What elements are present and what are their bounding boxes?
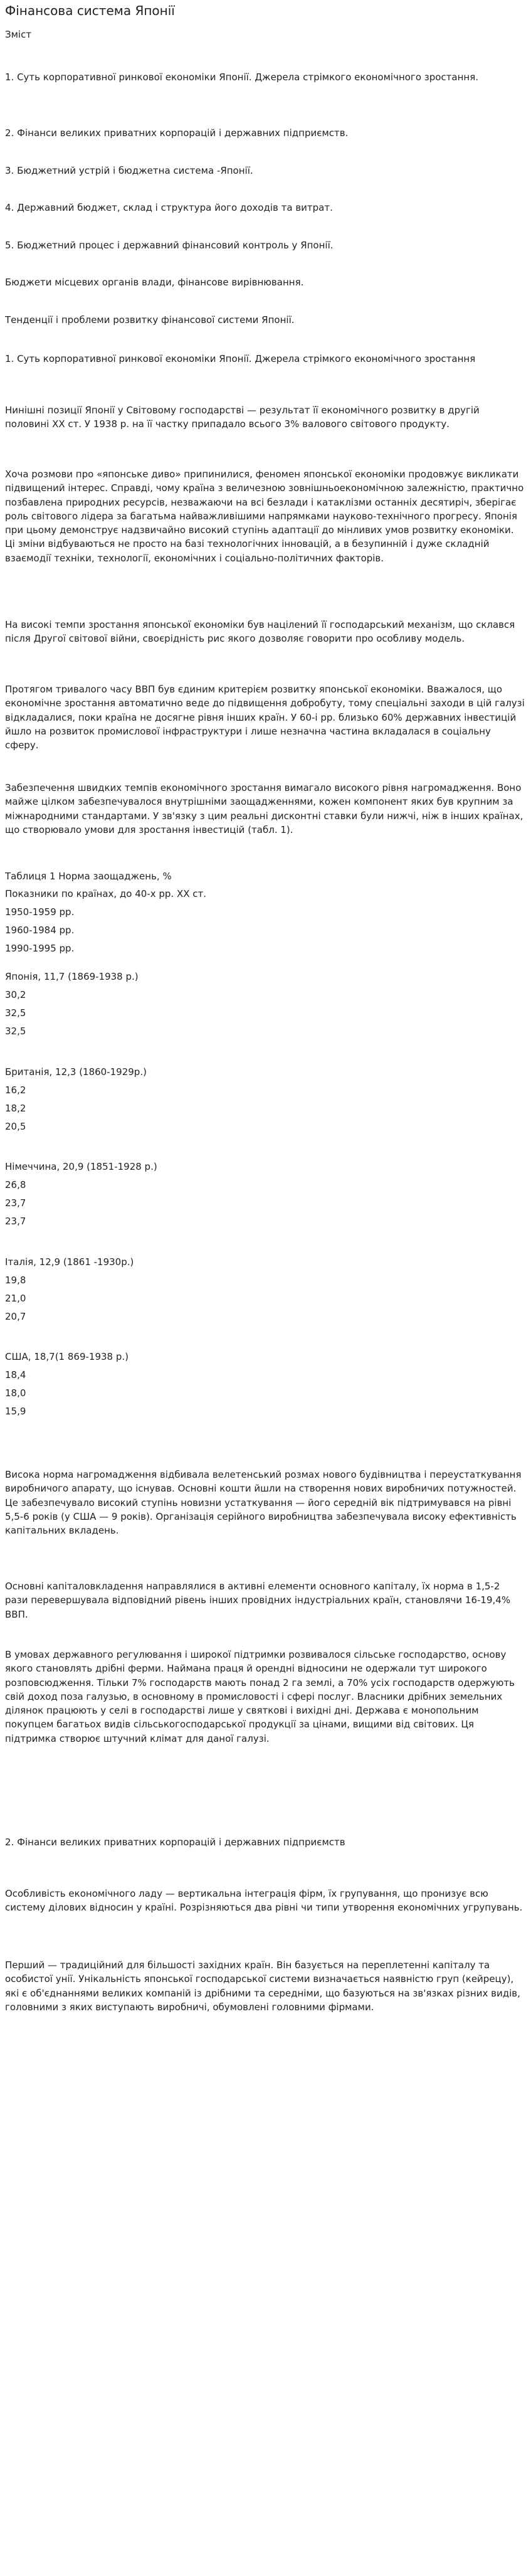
table-value: 16,2 (5, 1084, 26, 1096)
paragraph: Перший — традиційний для більшості західних країн. Він базується на переплетенні капіталу та особистої унії. Унікальність японської господарської системи визначається наявністю груп (кейрецу), які є об'єднаннями великих компаній із дрібними та середніми, що базуються на зв'язках різних видів, головними з яких виступають виробничі, обумовлені головними фірмами. (5, 1959, 520, 2013)
table-value: 20,7 (5, 1311, 26, 1322)
paragraph: В умовах державного регулювання і широкої підтримки розвивалося сільське господарство, основу якого становлять дрібні ферми. Наймана праця й орендні відносини не одержали тут широкого розповсюдження. Тільки 7% господарств мають понад 2 га землі, а 70% усіх господарств одержують свій доход поза галузью, в основному в промисловості і сфері послуг. Власники дрібних земельних ділянок працюють у селі в господарстві лише у святкові і вихідні дні. Держава є монопольним покупцем багатьох видів сільськогосподарської продукції за цінами, вищими від світових. Ця підтримка створює штучний клімат для даної галузі. (5, 1649, 515, 1744)
table-country: Японія, 11,7 (1869-1938 р.) (5, 971, 139, 982)
toc-item-4[interactable]: 4. Державний бюджет, склад і структура його доходів та витрат. (5, 202, 333, 213)
toc-item-6[interactable]: Бюджети місцевих органів влади, фінансове вирівнювання. (5, 277, 304, 288)
table-value: 32,5 (5, 1007, 26, 1019)
table-country: Британія, 12,3 (1860-1929р.) (5, 1066, 147, 1078)
table-caption: Таблиця 1 Норма заощаджень, % (5, 871, 172, 882)
table-country: Німеччина, 20,9 (1851-1928 р.) (5, 1161, 157, 1172)
toc-item-7[interactable]: Тенденції і проблеми розвитку фінансової системи Японії. (5, 314, 295, 326)
table-value: 32,5 (5, 1026, 26, 1037)
table-value: 18,2 (5, 1103, 26, 1114)
section1-heading: 1. Суть корпоративної ринкової економіки Японії. Джерела стрімкого економічного зростання (5, 353, 476, 364)
table-value: 19,8 (5, 1275, 26, 1286)
table-value: 26,8 (5, 1179, 26, 1190)
table-country: США, 18,7(1 869-1938 р.) (5, 1351, 129, 1362)
table-value: 20,5 (5, 1121, 26, 1132)
table-value: 23,7 (5, 1216, 26, 1227)
table-period: 1960-1984 рр. (5, 925, 75, 936)
paragraph: Особливість економічного ладу — вертикальна інтеграція фірм, їх групування, що пронизує всю систему ділових відносин у країні. Розрізняються два рівні чи типи утворення економічних угрупувань. (5, 1888, 523, 1914)
toc-item-2[interactable]: 2. Фінанси великих приватних корпорацій і державних підприємств. (5, 127, 349, 139)
section2-heading: 2. Фінанси великих приватних корпорацій і державних підприємств (5, 1837, 345, 1848)
paragraph: На високі темпи зростання японської економіки був націлений її господарський механізм, що склався після Другої світової війни, своєрідність рис якого дозволяє говорити про особливу модель. (5, 619, 515, 645)
toc-item-5[interactable]: 5. Бюджетний процес і державний фінансовий контроль у Японії. (5, 240, 334, 251)
page-title: Фінансова система Японії (5, 3, 175, 18)
paragraph: Нинішні позиції Японії у Світовому господарстві — результат її економічного розвитку в другій половині XX ст. У 1938 р. на її частку припадало всього 3% валового світового продукту. (5, 405, 480, 430)
table-value: 15,9 (5, 1406, 26, 1417)
toc-item-3[interactable]: 3. Бюджетний устрій і бюджетна система -Японії. (5, 165, 253, 176)
table-value: 18,4 (5, 1369, 26, 1381)
toc-heading: Зміст (5, 29, 32, 40)
paragraph: Основні капіталовкладення направлялися в активні елементи основного капіталу, їх норма в 1,5-2 рази перевершувала відповідний рівень інших провідних індустріальних країн, становлячи 16-19,4% ВВП. (5, 1581, 511, 1620)
paragraph: Протягом тривалого часу ВВП був єдиним критерієм розвитку японської економіки. Вважалося, що економічне зростання автоматично веде до підвищення добробуту, тому спеціальні заходи в цій галузі відкладалися, поки країна не досягне рівня інших країн. У 60-і рр. близько 60% державних інвестицій йшло на розвиток промислової інфраструктури і лише незначна частина вкладалася в соціальну сферу. (5, 684, 525, 751)
table-value: 18,0 (5, 1387, 26, 1399)
table-value: 30,2 (5, 989, 26, 1000)
table-period: 1950-1959 рр. (5, 906, 75, 918)
toc-item-1[interactable]: 1. Суть корпоративної ринкової економіки Японії. Джерела стрімкого економічного зростання. (5, 72, 479, 83)
paragraph: Висока норма нагромадження відбивала велетенський розмах нового будівництва і переустаткування виробничого апарату, що існував. Основні кошти йшли на створення нових виробничих потужностей. Це забезпечувало високий ступінь новизни устаткування — його середній вік підтримувався на рівні 5,5-6 років (у США — 9 років). Організація серійного виробництва забезпечувала високу ефективність капітальних вкладень. (5, 1469, 522, 1537)
table-value: 21,0 (5, 1293, 26, 1304)
table-header: Показники по країнах, до 40-х рр. XX ст. (5, 888, 207, 899)
paragraph: Забезпечення швидких темпів економічного зростання вимагало високого рівня нагромадження. Воно майже цілком забезпечувалося внутрішніми заощадженнями, кожен компонент яких був крупним за міжнародними стандартами. У зв'язку з цим реальні дисконтні ставки були нижчі, ніж в інших країнах, що створювало умови для зростання інвестицій (табл. 1). (5, 782, 523, 835)
paragraph: Хоча розмови про «японське диво» припинилися, феномен японської економіки продовжує викликати підвищений інтерес. Справді, чому країна з величезною зовнішньоекономічною залежністю, практично позбавлена природних ресурсів, незважаючи на всі безлади і катаклізми останніх десятиріч, зберігає роль світового лідера за багатьма найважливішими напрямками науково-технічного прогресу. Японія при цьому демонструє надзвичайно високий ступінь адаптації до мінливих умов розвитку економіки. Ці зміни відбуваються не просто на базі технологічних інновацій, а в безупинній і дуже складній взаємодії техніки, технології, економічних і соціально-політичних факторів. (5, 469, 524, 564)
table-country: Італія, 12,9 (1861 -1930р.) (5, 1256, 134, 1268)
table-value: 23,7 (5, 1197, 26, 1209)
table-period: 1990-1995 рр. (5, 943, 75, 954)
